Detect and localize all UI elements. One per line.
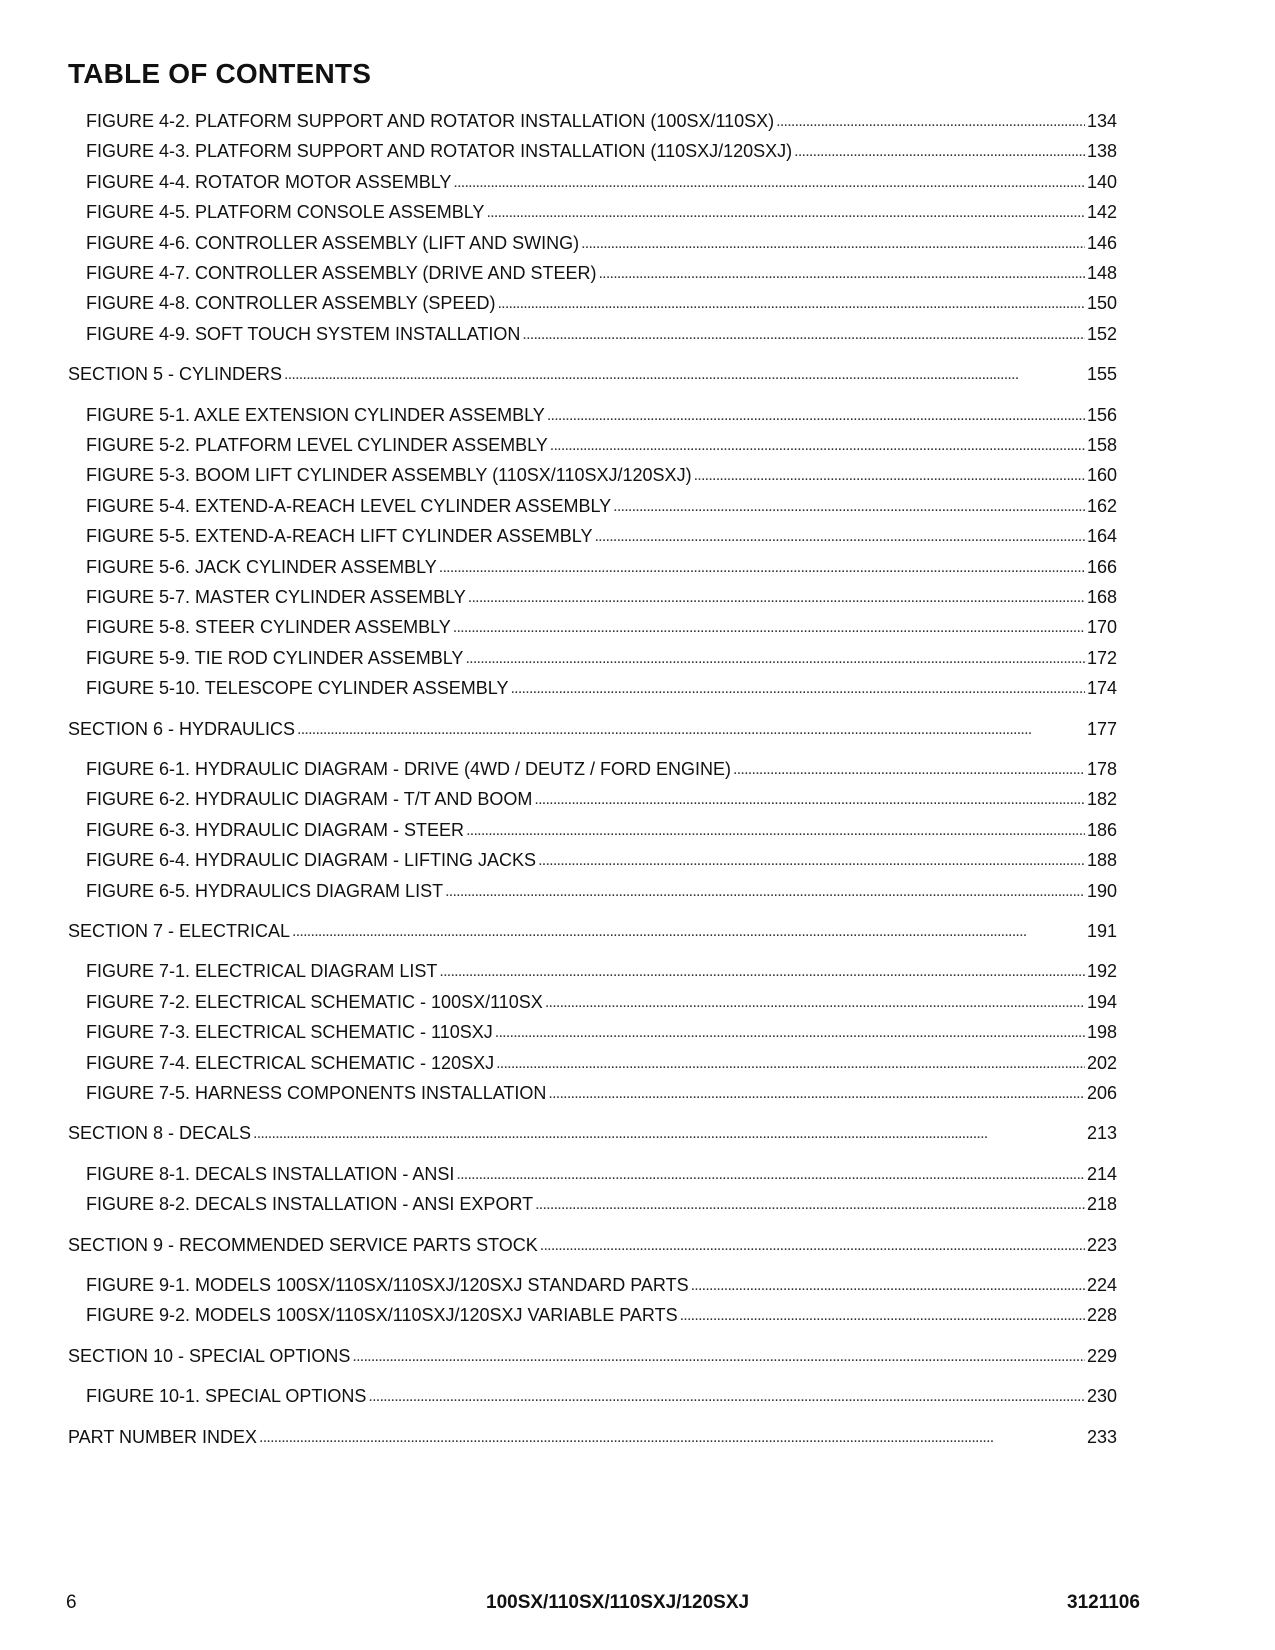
toc-section-entry[interactable] bbox=[68, 1343, 1117, 1367]
toc-entry-label: FIGURE 5-5. EXTEND-A-REACH LIFT CYLINDER ASSEMBLY bbox=[86, 526, 593, 547]
toc-entry-page: 170 bbox=[1086, 617, 1117, 638]
toc-entry-label: PART NUMBER INDEX bbox=[68, 1426, 258, 1447]
toc-section-entry[interactable] bbox=[68, 918, 1117, 942]
toc-entry-label: FIGURE 5-2. PLATFORM LEVEL CYLINDER ASSEMBLY bbox=[86, 435, 548, 455]
dot-leader bbox=[694, 466, 1085, 486]
toc-figure-entry[interactable] bbox=[86, 290, 1117, 314]
toc-figure-entry[interactable] bbox=[86, 260, 1117, 284]
dot-leader bbox=[776, 112, 1085, 132]
toc-entry-label: FIGURE 5-9. TIE ROD CYLINDER ASSEMBLY bbox=[86, 647, 464, 668]
toc-entry-label: SECTION 6 - HYDRAULICS bbox=[68, 718, 296, 739]
toc-entry-page: 206 bbox=[1086, 1083, 1117, 1103]
toc-entry-label: FIGURE 6-5. HYDRAULICS DIAGRAM LIST bbox=[86, 880, 444, 901]
dot-leader bbox=[259, 1428, 1085, 1448]
toc-entry-page: 134 bbox=[1086, 111, 1117, 131]
toc-entry-page: 152 bbox=[1086, 323, 1117, 344]
toc-entry-page: 177 bbox=[1086, 718, 1117, 739]
dot-leader bbox=[439, 558, 1085, 578]
dot-leader bbox=[510, 679, 1084, 699]
toc-figure-entry[interactable] bbox=[86, 847, 1117, 871]
toc-entry-label: FIGURE 10-1. SPECIAL OPTIONS bbox=[86, 1386, 367, 1407]
toc-entry-label: FIGURE 6-2. HYDRAULIC DIAGRAM - T/T AND BOOM bbox=[86, 789, 533, 810]
toc-entry-label: FIGURE 4-8. CONTROLLER ASSEMBLY (SPEED) bbox=[86, 293, 496, 314]
toc-entry-page: 148 bbox=[1086, 263, 1117, 283]
toc-entry-label: FIGURE 5-7. MASTER CYLINDER ASSEMBLY bbox=[86, 587, 466, 607]
dot-leader bbox=[598, 264, 1085, 284]
toc-entry-label: FIGURE 4-3. PLATFORM SUPPORT AND ROTATOR INSTALLATION (110SXJ/120SXJ) bbox=[86, 141, 793, 162]
toc-entry-page: 213 bbox=[1086, 1123, 1117, 1144]
toc-entry-page: 230 bbox=[1086, 1386, 1117, 1407]
toc-entry-page: 158 bbox=[1086, 435, 1117, 455]
toc-entry-page: 194 bbox=[1086, 991, 1117, 1012]
dot-leader bbox=[496, 1054, 1085, 1074]
toc-figure-entry[interactable] bbox=[86, 1019, 1117, 1043]
toc-entry-page: 178 bbox=[1086, 759, 1117, 779]
toc-entry-label: FIGURE 6-3. HYDRAULIC DIAGRAM - STEER bbox=[86, 819, 465, 840]
dot-leader bbox=[550, 436, 1085, 456]
toc-entry-label: FIGURE 5-10. TELESCOPE CYLINDER ASSEMBLY bbox=[86, 678, 509, 699]
toc-figure-entry[interactable] bbox=[86, 199, 1117, 223]
toc-entry-page: 162 bbox=[1086, 495, 1117, 516]
dot-leader bbox=[794, 142, 1085, 162]
dot-leader bbox=[439, 962, 1085, 982]
dot-leader bbox=[545, 993, 1085, 1013]
toc-entry-page: 146 bbox=[1086, 232, 1117, 253]
toc-entry-page: 166 bbox=[1086, 556, 1117, 577]
dot-leader bbox=[547, 406, 1085, 426]
dot-leader bbox=[486, 203, 1085, 223]
toc-entry-label: FIGURE 8-1. DECALS INSTALLATION - ANSI bbox=[86, 1163, 455, 1184]
toc-entry-label: FIGURE 7-3. ELECTRICAL SCHEMATIC - 110SXJ bbox=[86, 1022, 493, 1043]
toc-figure-entry[interactable] bbox=[86, 645, 1117, 669]
toc-entry-page: 172 bbox=[1086, 647, 1117, 668]
dot-leader bbox=[691, 1276, 1085, 1296]
dot-leader bbox=[733, 760, 1085, 780]
toc-figure-entry[interactable] bbox=[86, 230, 1117, 254]
toc-entry-page: 229 bbox=[1086, 1345, 1117, 1366]
dot-leader bbox=[538, 851, 1085, 871]
toc-section-entry[interactable] bbox=[68, 1232, 1117, 1256]
toc-section-entry[interactable] bbox=[68, 1424, 1117, 1448]
toc-entry-page: 214 bbox=[1086, 1163, 1117, 1184]
dot-leader bbox=[540, 1236, 1085, 1256]
toc-figure-entry[interactable] bbox=[86, 1383, 1117, 1407]
toc-entry-page: 138 bbox=[1086, 141, 1117, 162]
toc-entry-label: FIGURE 5-1. AXLE EXTENSION CYLINDER ASSEMBLY bbox=[86, 404, 545, 425]
toc-entry-page: 188 bbox=[1086, 850, 1117, 871]
toc-entry-page: 192 bbox=[1086, 961, 1117, 982]
toc-entry-page: 233 bbox=[1086, 1426, 1117, 1447]
toc-figure-entry[interactable] bbox=[86, 989, 1117, 1013]
toc-entry-page: 160 bbox=[1086, 465, 1117, 486]
toc-entry-label: SECTION 7 - ELECTRICAL bbox=[68, 921, 291, 941]
toc-figure-entry[interactable] bbox=[86, 675, 1117, 699]
dot-leader bbox=[465, 649, 1085, 669]
toc-entry-label: FIGURE 5-3. BOOM LIFT CYLINDER ASSEMBLY (110SX/110SXJ/120SXJ) bbox=[86, 465, 692, 486]
dot-leader bbox=[445, 882, 1085, 902]
toc-entry-page: 168 bbox=[1086, 587, 1117, 607]
toc-entry-page: 228 bbox=[1086, 1305, 1117, 1326]
dot-leader bbox=[453, 173, 1085, 193]
footer-models: 100SX/110SX/110SXJ/120SXJ bbox=[486, 1592, 750, 1613]
toc-entry-page: 150 bbox=[1086, 293, 1117, 314]
footer-page-number: 6 bbox=[66, 1592, 77, 1613]
toc-entry-page: 156 bbox=[1086, 404, 1117, 425]
toc-entry-page: 182 bbox=[1086, 789, 1117, 810]
toc-entry-label: FIGURE 7-5. HARNESS COMPONENTS INSTALLATION bbox=[86, 1083, 547, 1103]
toc-figure-entry[interactable] bbox=[86, 958, 1117, 982]
toc-figure-entry[interactable] bbox=[86, 321, 1117, 345]
toc-entry-label: FIGURE 6-1. HYDRAULIC DIAGRAM - DRIVE (4WD / DEUTZ / FORD ENGINE) bbox=[86, 759, 732, 779]
toc-entry-label: FIGURE 5-6. JACK CYLINDER ASSEMBLY bbox=[86, 556, 437, 577]
toc-figure-entry[interactable] bbox=[86, 584, 1117, 608]
toc-figure-entry[interactable] bbox=[86, 1302, 1117, 1326]
dot-leader bbox=[548, 1084, 1085, 1104]
toc-entry-label: FIGURE 9-2. MODELS 100SX/110SX/110SXJ/120SXJ VARIABLE PARTS bbox=[86, 1305, 678, 1326]
toc-figure-entry[interactable] bbox=[86, 554, 1117, 578]
toc-entry-page: 190 bbox=[1086, 880, 1117, 901]
toc-entry-label: FIGURE 4-9. SOFT TOUCH SYSTEM INSTALLATION bbox=[86, 323, 521, 344]
dot-leader bbox=[284, 365, 1085, 385]
dot-leader bbox=[522, 325, 1085, 345]
dot-leader bbox=[495, 1023, 1085, 1043]
toc-entry-page: 223 bbox=[1086, 1234, 1117, 1255]
dot-leader bbox=[368, 1387, 1085, 1407]
toc-entry-label: FIGURE 4-2. PLATFORM SUPPORT AND ROTATOR INSTALLATION (100SX/110SX) bbox=[86, 111, 775, 131]
page-title: TABLE OF CONTENTS bbox=[68, 58, 372, 89]
toc-entry-label: SECTION 9 - RECOMMENDED SERVICE PARTS STOCK bbox=[68, 1234, 538, 1255]
toc-figure-entry[interactable] bbox=[86, 462, 1117, 486]
footer-doc-number: 3121106 bbox=[1067, 1592, 1140, 1613]
toc-figure-entry[interactable] bbox=[86, 756, 1117, 780]
toc-entry-page: 198 bbox=[1086, 1022, 1117, 1043]
toc-figure-entry[interactable] bbox=[86, 614, 1117, 638]
dot-leader bbox=[594, 527, 1085, 547]
toc-entry-page: 224 bbox=[1086, 1275, 1117, 1295]
toc-figure-entry[interactable] bbox=[86, 138, 1117, 162]
toc-entry-page: 174 bbox=[1086, 678, 1117, 699]
toc-figure-entry[interactable] bbox=[86, 1050, 1117, 1074]
toc-entry-label: FIGURE 5-8. STEER CYLINDER ASSEMBLY bbox=[86, 617, 451, 638]
dot-leader bbox=[466, 821, 1085, 841]
toc-figure-entry[interactable] bbox=[86, 1191, 1117, 1215]
toc-entry-page: 186 bbox=[1086, 819, 1117, 840]
toc-figure-entry[interactable] bbox=[86, 108, 1117, 132]
dot-leader bbox=[581, 234, 1085, 254]
toc-entry-page: 202 bbox=[1086, 1052, 1117, 1073]
toc-figure-entry[interactable] bbox=[86, 493, 1117, 517]
toc-entry-label: SECTION 8 - DECALS bbox=[68, 1123, 252, 1144]
dot-leader bbox=[468, 588, 1085, 608]
toc-figure-entry[interactable] bbox=[86, 1080, 1117, 1104]
toc-section-entry[interactable] bbox=[68, 1120, 1117, 1144]
dot-leader bbox=[453, 618, 1085, 638]
dot-leader bbox=[680, 1306, 1085, 1326]
toc-figure-entry[interactable] bbox=[86, 878, 1117, 902]
toc-entry-label: FIGURE 7-2. ELECTRICAL SCHEMATIC - 100SX/110SX bbox=[86, 991, 543, 1012]
toc-entry-page: 191 bbox=[1086, 921, 1117, 941]
toc-figure-entry[interactable] bbox=[86, 786, 1117, 810]
toc-figure-entry[interactable] bbox=[86, 523, 1117, 547]
toc-section-entry[interactable] bbox=[68, 361, 1117, 385]
toc-entry-label: FIGURE 4-7. CONTROLLER ASSEMBLY (DRIVE AND STEER) bbox=[86, 263, 597, 283]
toc-entry-page: 142 bbox=[1086, 202, 1117, 223]
toc-entry-label: SECTION 10 - SPECIAL OPTIONS bbox=[68, 1345, 351, 1366]
toc-figure-entry[interactable] bbox=[86, 1272, 1117, 1296]
toc-entry-page: 218 bbox=[1086, 1194, 1117, 1215]
dot-leader bbox=[292, 922, 1085, 942]
toc-entry-label: SECTION 5 - CYLINDERS bbox=[68, 364, 283, 385]
dot-leader bbox=[456, 1165, 1085, 1185]
dot-leader bbox=[534, 790, 1085, 810]
toc-entry-label: FIGURE 6-4. HYDRAULIC DIAGRAM - LIFTING JACKS bbox=[86, 850, 537, 871]
toc-figure-entry[interactable] bbox=[86, 817, 1117, 841]
toc-figure-entry[interactable] bbox=[86, 432, 1117, 456]
toc-entry-label: FIGURE 8-2. DECALS INSTALLATION - ANSI EXPORT bbox=[86, 1194, 534, 1215]
toc-entry-label: FIGURE 4-4. ROTATOR MOTOR ASSEMBLY bbox=[86, 171, 452, 192]
dot-leader bbox=[497, 294, 1085, 314]
toc-figure-entry[interactable] bbox=[86, 1161, 1117, 1185]
toc-entry-page: 140 bbox=[1086, 171, 1117, 192]
dot-leader bbox=[253, 1124, 1085, 1144]
dot-leader bbox=[535, 1195, 1085, 1215]
toc-entry-page: 164 bbox=[1086, 526, 1117, 547]
toc-entry-page: 155 bbox=[1086, 364, 1117, 385]
toc-entry-label: FIGURE 4-6. CONTROLLER ASSEMBLY (LIFT AND SWING) bbox=[86, 232, 580, 253]
toc-entry-label: FIGURE 7-1. ELECTRICAL DIAGRAM LIST bbox=[86, 961, 438, 982]
toc-entry-label: FIGURE 7-4. ELECTRICAL SCHEMATIC - 120SXJ bbox=[86, 1052, 495, 1073]
toc-figure-entry[interactable] bbox=[86, 169, 1117, 193]
toc-figure-entry[interactable] bbox=[86, 402, 1117, 426]
toc-section-entry[interactable] bbox=[68, 716, 1117, 740]
dot-leader bbox=[352, 1347, 1085, 1367]
toc-entry-label: FIGURE 4-5. PLATFORM CONSOLE ASSEMBLY bbox=[86, 202, 485, 223]
toc-entry-label: FIGURE 5-4. EXTEND-A-REACH LEVEL CYLINDER ASSEMBLY bbox=[86, 495, 612, 516]
toc-entry-label: FIGURE 9-1. MODELS 100SX/110SX/110SXJ/120SXJ STANDARD PARTS bbox=[86, 1275, 689, 1295]
dot-leader bbox=[613, 497, 1085, 517]
dot-leader bbox=[297, 720, 1085, 740]
